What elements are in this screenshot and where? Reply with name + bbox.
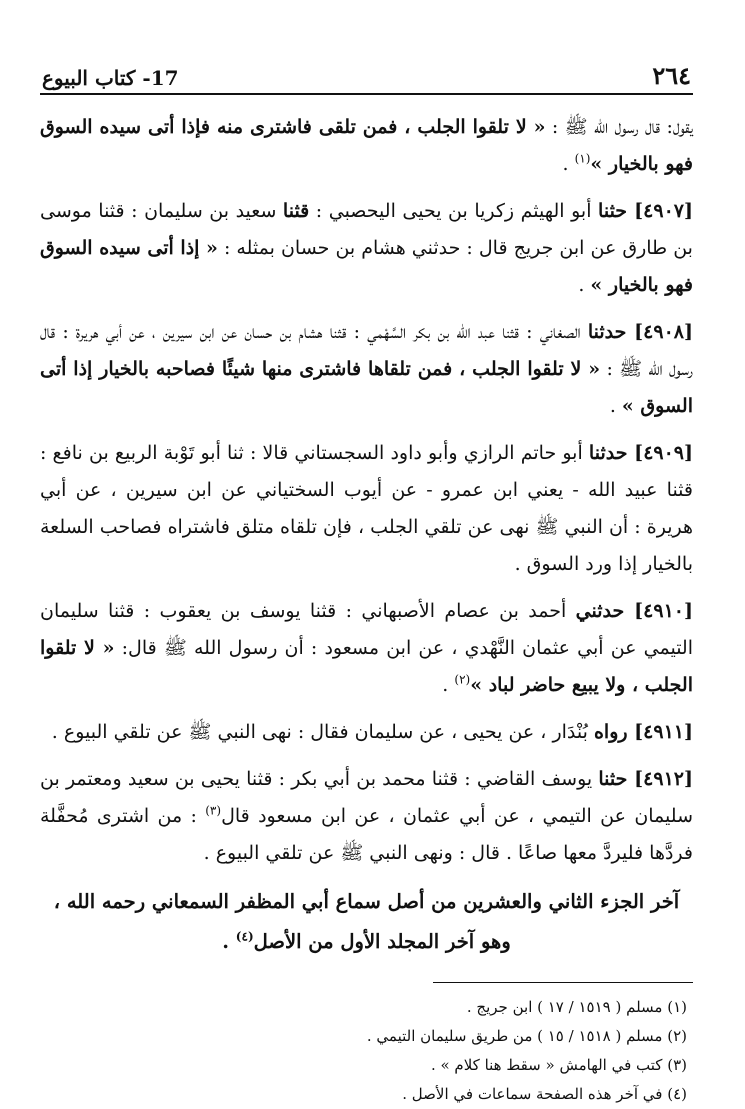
narration-verb: حثنا	[598, 768, 628, 790]
page	[40, 58, 693, 1109]
narration-verb: حدثنا	[588, 442, 628, 464]
footnote-ref: (٢)	[454, 672, 471, 687]
footnote: (٣) كتب في الهامش « سقط هنا كلام » .	[430, 1055, 687, 1074]
hadith-4912	[40, 761, 693, 872]
hadith-number: [٤٩٠٨]	[626, 321, 693, 343]
text-run: .	[222, 930, 236, 953]
narration-verb: حدثنا	[587, 321, 627, 343]
colophon	[40, 882, 693, 962]
text-run: .	[562, 153, 575, 175]
hadith-number: [٤٩١٢]	[627, 768, 693, 790]
hadith-number: [٤٩٠٩]	[627, 442, 694, 464]
text-run: سعيد بن سليمان : قثنا موسى بن طارق عن ابن جريج قال : حدثني هشام بن حسان بمثله :	[40, 200, 693, 259]
footnote-ref: (٤)	[235, 929, 254, 944]
footnote-ref: (٣)	[205, 803, 222, 818]
hadith-quote: « لا تلقوا الجلب ، فمن تلقى فاشترى منه فإذا أتى سيده السوق فهو بالخيار »	[40, 116, 693, 175]
footnote: (١) مسلم ( ١٥١٩ / ١٧ ) ابن جريج .	[466, 997, 687, 1016]
footnote-ref: (١)	[574, 151, 591, 166]
narration-verb: رواه	[593, 721, 628, 743]
colophon-text: آخر الجزء الثاني والعشرين من أصل سماع أبي المظفر السمعاني رحمه الله ، وهو آخر المجلد الأول من الأصل	[53, 890, 680, 953]
footnote: (٢) مسلم ( ١٥١٨ / ١٥ ) من طريق سليمان التيمي .	[366, 1026, 687, 1045]
text-run: يوسف القاضي : قثنا محمد بن أبي بكر : قثنا يحيى بن سعيد ومعتمر بن سليمان عن التيمي ، عن أبي عثمان ، عن ابن مسعود قال	[40, 768, 693, 827]
text-run: أحمد بن عصام الأصبهاني : قثنا يوسف بن يعقوب : قثنا سليمان التيمي عن أبي عثمان النَّهْدي ، عن ابن مسعود : أن رسول الله ﷺ قال:	[40, 600, 693, 659]
main-text	[40, 109, 693, 962]
narration-verb: قثنا	[282, 200, 310, 222]
footnotes	[40, 993, 693, 1109]
narration-verb: حدثني	[575, 600, 625, 622]
hadith-4910	[40, 593, 693, 704]
text-run: .	[442, 674, 455, 696]
hadith-quote: « لا تلقوا الجلب ، ولا يبيع حاضر لباد »	[40, 637, 693, 696]
hadith-number: [٤٩١١]	[627, 721, 693, 743]
text-run: .	[578, 274, 591, 296]
chapter-title: 17- كتاب البيوع	[42, 66, 179, 90]
hadith-number: [٤٩١٠]	[624, 600, 693, 622]
paragraph-intro	[40, 109, 693, 183]
page-number: ٢٦٤	[652, 61, 691, 90]
footnote: (٤) في آخر هذه الصفحة سماعات في الأصل .	[402, 1084, 687, 1103]
text-run: أبو الهيثم زكريا بن يحيى اليحصبي :	[309, 200, 599, 222]
running-header	[40, 58, 693, 95]
text-run: أبو حاتم الرازي وأبو داود السجستاني قالا : ثنا أبو تَوْبة الربيع بن نافع : قثنا عبيد الله - يعني ابن عمرو - عن أيوب السختياني عن ابن سيرين ، عن أبي هريرة : أن النبي ﷺ نهى عن تلقي الجلب ، فإن تلقاه متلق فاشتراه فصاحب السلعة بالخيار إذا ورد السوق .	[40, 442, 693, 575]
text-run: .	[609, 395, 622, 417]
hadith-quote: « إذا أتى سيده السوق فهو بالخيار »	[40, 237, 693, 296]
hadith-number: [٤٩٠٧]	[627, 200, 693, 222]
narration-verb: حثنا	[598, 200, 628, 222]
hadith-4908	[40, 314, 693, 425]
text-run: يقول: قال رسول الله ﷺ :	[545, 116, 693, 138]
hadith-4907	[40, 193, 693, 304]
text-run: الصغاني : قثنا عبد الله بن بكر السَّهْمي : قثنا هشام بن حسان عن ابن سيرين ، عن أبي هريرة : قال رسول الله ﷺ :	[40, 321, 693, 380]
hadith-quote: « لا تلقوا الجلب ، فمن تلقاها فاشترى منها شيئًا فصاحبه بالخيار إذا أتى السوق »	[40, 358, 693, 417]
text-run: بُنْدَار ، عن يحيى ، عن سليمان فقال : نهى النبي ﷺ عن تلقي البيوع .	[51, 721, 594, 743]
footnote-separator	[433, 982, 693, 983]
text-run: : من اشترى مُحفَّلة فردَّها فليردَّ معها صاعًا . قال : ونهى النبي ﷺ عن تلقي البيوع .	[40, 805, 693, 864]
hadith-4911	[40, 714, 693, 751]
hadith-4909	[40, 435, 693, 583]
